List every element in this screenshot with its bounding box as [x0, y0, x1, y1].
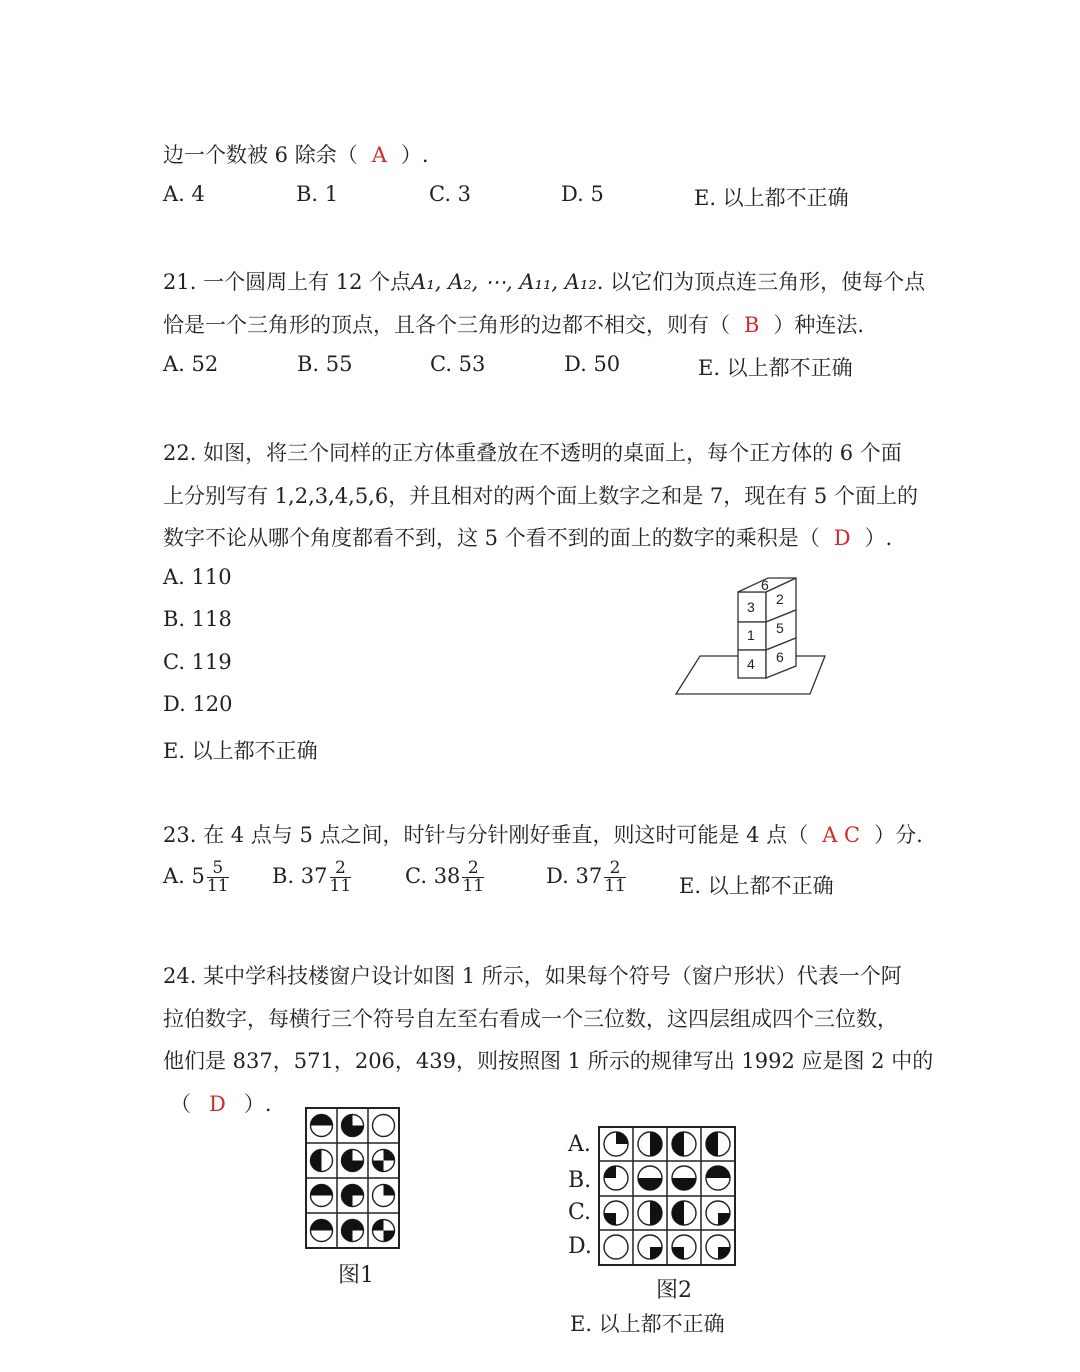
q22-option-e: E. 以上都不正确	[163, 739, 318, 763]
q21-option-d: D. 50	[564, 352, 621, 376]
fraction: $\frac{2}{11}$	[462, 858, 485, 896]
q24-line4: （ D ）.	[170, 1092, 272, 1116]
q20-option-b: B. 1	[296, 182, 339, 206]
q21-line2: 恰是一个三角形的顶点，且各个三角形的边都不相交，则有（ B ）种连法.	[163, 313, 865, 337]
q22-line1: 22. 如图，将三个同样的正方体重叠放在不透明的桌面上，每个正方体的 6 个面	[163, 441, 902, 465]
q21-line1: 21. 一个圆周上有 12 个点A₁, A₂, ⋯, A₁₁, A₁₂. 以它们为顶点连三角形，使每个点	[163, 270, 926, 294]
q22-option-d: D. 120	[163, 692, 233, 716]
fig2-row-label-a: A.	[568, 1132, 591, 1157]
fraction: $\frac{2}{11}$	[604, 858, 626, 896]
q23-option-d: D. 37 $\frac{2}{11}$	[546, 858, 626, 896]
fraction: $\frac{5}{11}$	[206, 858, 229, 896]
q21-option-b: B. 55	[297, 352, 353, 376]
q24-line2: 拉伯数字，每横行三个符号自左至右看成一个三位数，这四层组成四个三位数，	[163, 1007, 898, 1031]
q24-option-e: E. 以上都不正确	[570, 1312, 725, 1336]
figure-1-caption: 图1	[338, 1263, 374, 1288]
stacked-cubes-figure	[670, 572, 835, 702]
q24-line3: 他们是 837，571，206，439，则按照图 1 所示的规律写出 1992 应是图 2 中的	[163, 1049, 934, 1073]
cube2-front-label: 1	[747, 627, 755, 643]
cube1-front-label: 3	[747, 599, 755, 615]
q20-answer: A	[371, 143, 387, 167]
cube3-front-label: 4	[747, 656, 755, 672]
q20-option-a: A. 4	[163, 182, 205, 206]
figure-2-caption: 图2	[656, 1278, 692, 1303]
q22-line2: 上分别写有 1,2,3,4,5,6，并且相对的两个面上数字之和是 7，现在有 5 个面上的	[163, 484, 918, 508]
q20-option-e: E. 以上都不正确	[694, 186, 849, 210]
q22-option-c: C. 119	[163, 650, 232, 674]
q20-option-c: C. 3	[429, 182, 472, 206]
q23-line1: 23. 在 4 点与 5 点之间，时针与分针刚好垂直，则这时可能是 4 点（ A C ）分.	[163, 823, 923, 847]
fig2-row-label-c: C.	[568, 1200, 592, 1225]
q21-points: A₁, A₂, ⋯, A₁₁, A₁₂	[411, 270, 597, 294]
cube1-side-label: 2	[776, 591, 784, 607]
q23-option-b: B. 37 $\frac{2}{11}$	[272, 858, 352, 896]
q21-option-a: A. 52	[163, 352, 219, 376]
cube3-side-label: 6	[776, 649, 784, 665]
q21-option-e: E. 以上都不正确	[698, 356, 853, 380]
q24-answer: D	[209, 1092, 226, 1116]
q22-option-b: B. 118	[163, 607, 232, 631]
q20-line1: 边一个数被 6 除余（ A ）.	[163, 143, 429, 167]
q21-option-c: C. 53	[430, 352, 486, 376]
q20-option-d: D. 5	[561, 182, 604, 206]
q22-line3: 数字不论从哪个角度都看不到，这 5 个看不到的面上的数字的乘积是（ D ）.	[163, 526, 893, 550]
q23-option-c: C. 38 $\frac{2}{11}$	[405, 858, 485, 896]
q24-line1: 24. 某中学科技楼窗户设计如图 1 所示，如果每个符号（窗户形状）代表一个阿	[163, 964, 902, 988]
window-figure-1	[305, 1107, 400, 1249]
cube2-side-label: 5	[776, 620, 784, 636]
fraction: $\frac{2}{11}$	[329, 858, 352, 896]
q22-option-a: A. 110	[163, 565, 232, 589]
fig2-row-label-b: B.	[568, 1168, 592, 1193]
cube-top-label: 6	[761, 577, 769, 593]
window-figure-2	[598, 1126, 736, 1266]
q23-option-a: A. 5 $\frac{5}{11}$	[163, 858, 229, 896]
q23-option-e: E. 以上都不正确	[679, 874, 834, 898]
q22-answer: D	[833, 526, 851, 550]
q23-answer: A C	[822, 823, 861, 847]
q21-answer: B	[744, 313, 760, 337]
fig2-row-label-d: D.	[568, 1234, 592, 1259]
